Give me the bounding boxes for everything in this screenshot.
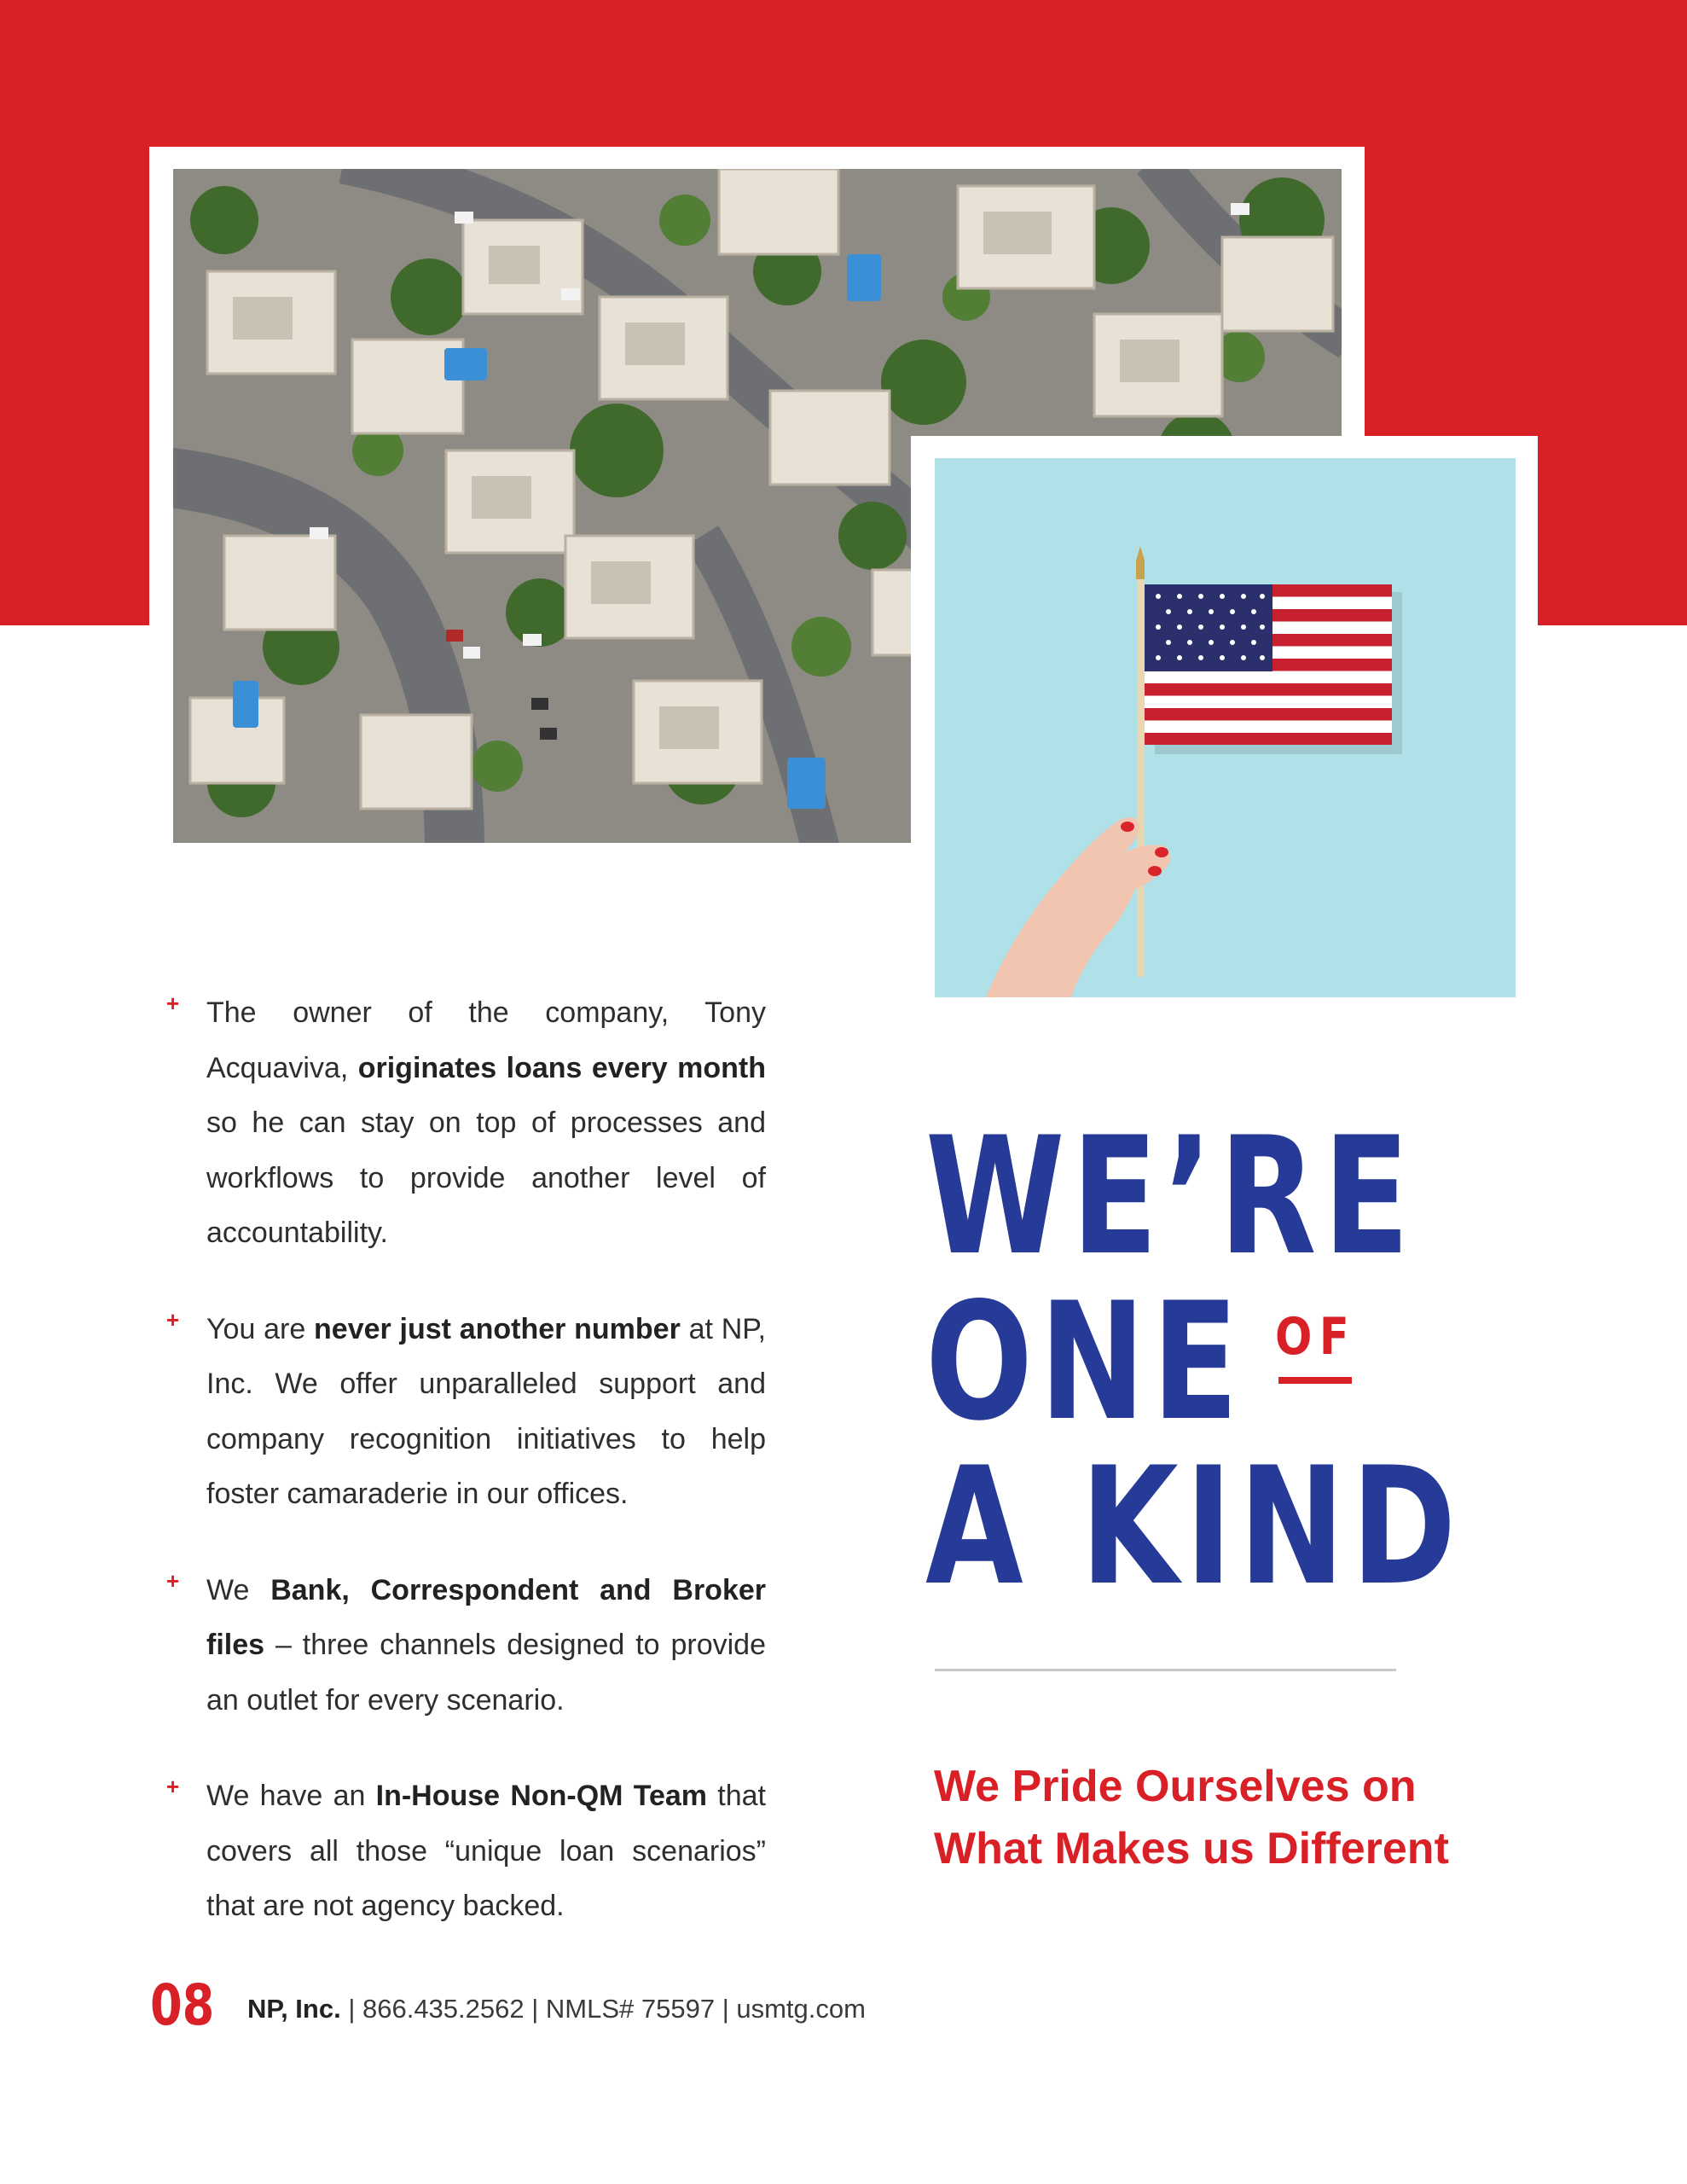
headline-line-2: ONE [925, 1268, 1245, 1456]
plus-icon: + [166, 1567, 180, 1594]
bullet-text: You are never just another number at NP, Inc. We offer unparalleled support and company recognition initiatives to help foster camaraderie in our offices. [206, 1312, 766, 1510]
hand-holding-us-flag-photo [935, 458, 1516, 997]
bullet-non-qm-team [166, 1769, 766, 1934]
footer-contact [247, 1994, 866, 2024]
subheading: We Pride Ourselves on What Makes us Different [934, 1762, 1449, 1873]
bullet-three-channels [166, 1563, 766, 1728]
bullet-text: We have an In-House Non-QM Team that covers all those “unique loan scenarios” that are not agency backed. [206, 1780, 766, 1922]
bullet-text: We Bank, Correspondent and Broker files – three channels designed to provide an outlet for every scenario. [206, 1573, 766, 1716]
plus-icon: + [166, 1306, 180, 1333]
section-divider [935, 1669, 1396, 1671]
footer-details: | 866.435.2562 | NMLS# 75597 | usmtg.com [340, 1994, 866, 2024]
headline-line-3: A KIND [925, 1432, 1464, 1621]
headline-line-1: WE’RE [925, 1102, 1417, 1291]
bullet-text: The owner of the company, Tony Acquaviva, originates loans every month so he can stay on top of processes and workflows to provide another level of accountability. [206, 996, 766, 1249]
bullet-owner-originates [166, 985, 766, 1261]
plus-icon: + [166, 1774, 180, 1799]
headline-of: OF [1275, 1307, 1357, 1367]
footer-company: NP, Inc. [247, 1994, 341, 2024]
bullet-never-just-a-number [166, 1302, 766, 1522]
plus-icon: + [166, 990, 180, 1016]
of-underline [1278, 1377, 1352, 1384]
page-number: 08 [150, 1972, 215, 2038]
feature-bullet-list [166, 985, 766, 1975]
